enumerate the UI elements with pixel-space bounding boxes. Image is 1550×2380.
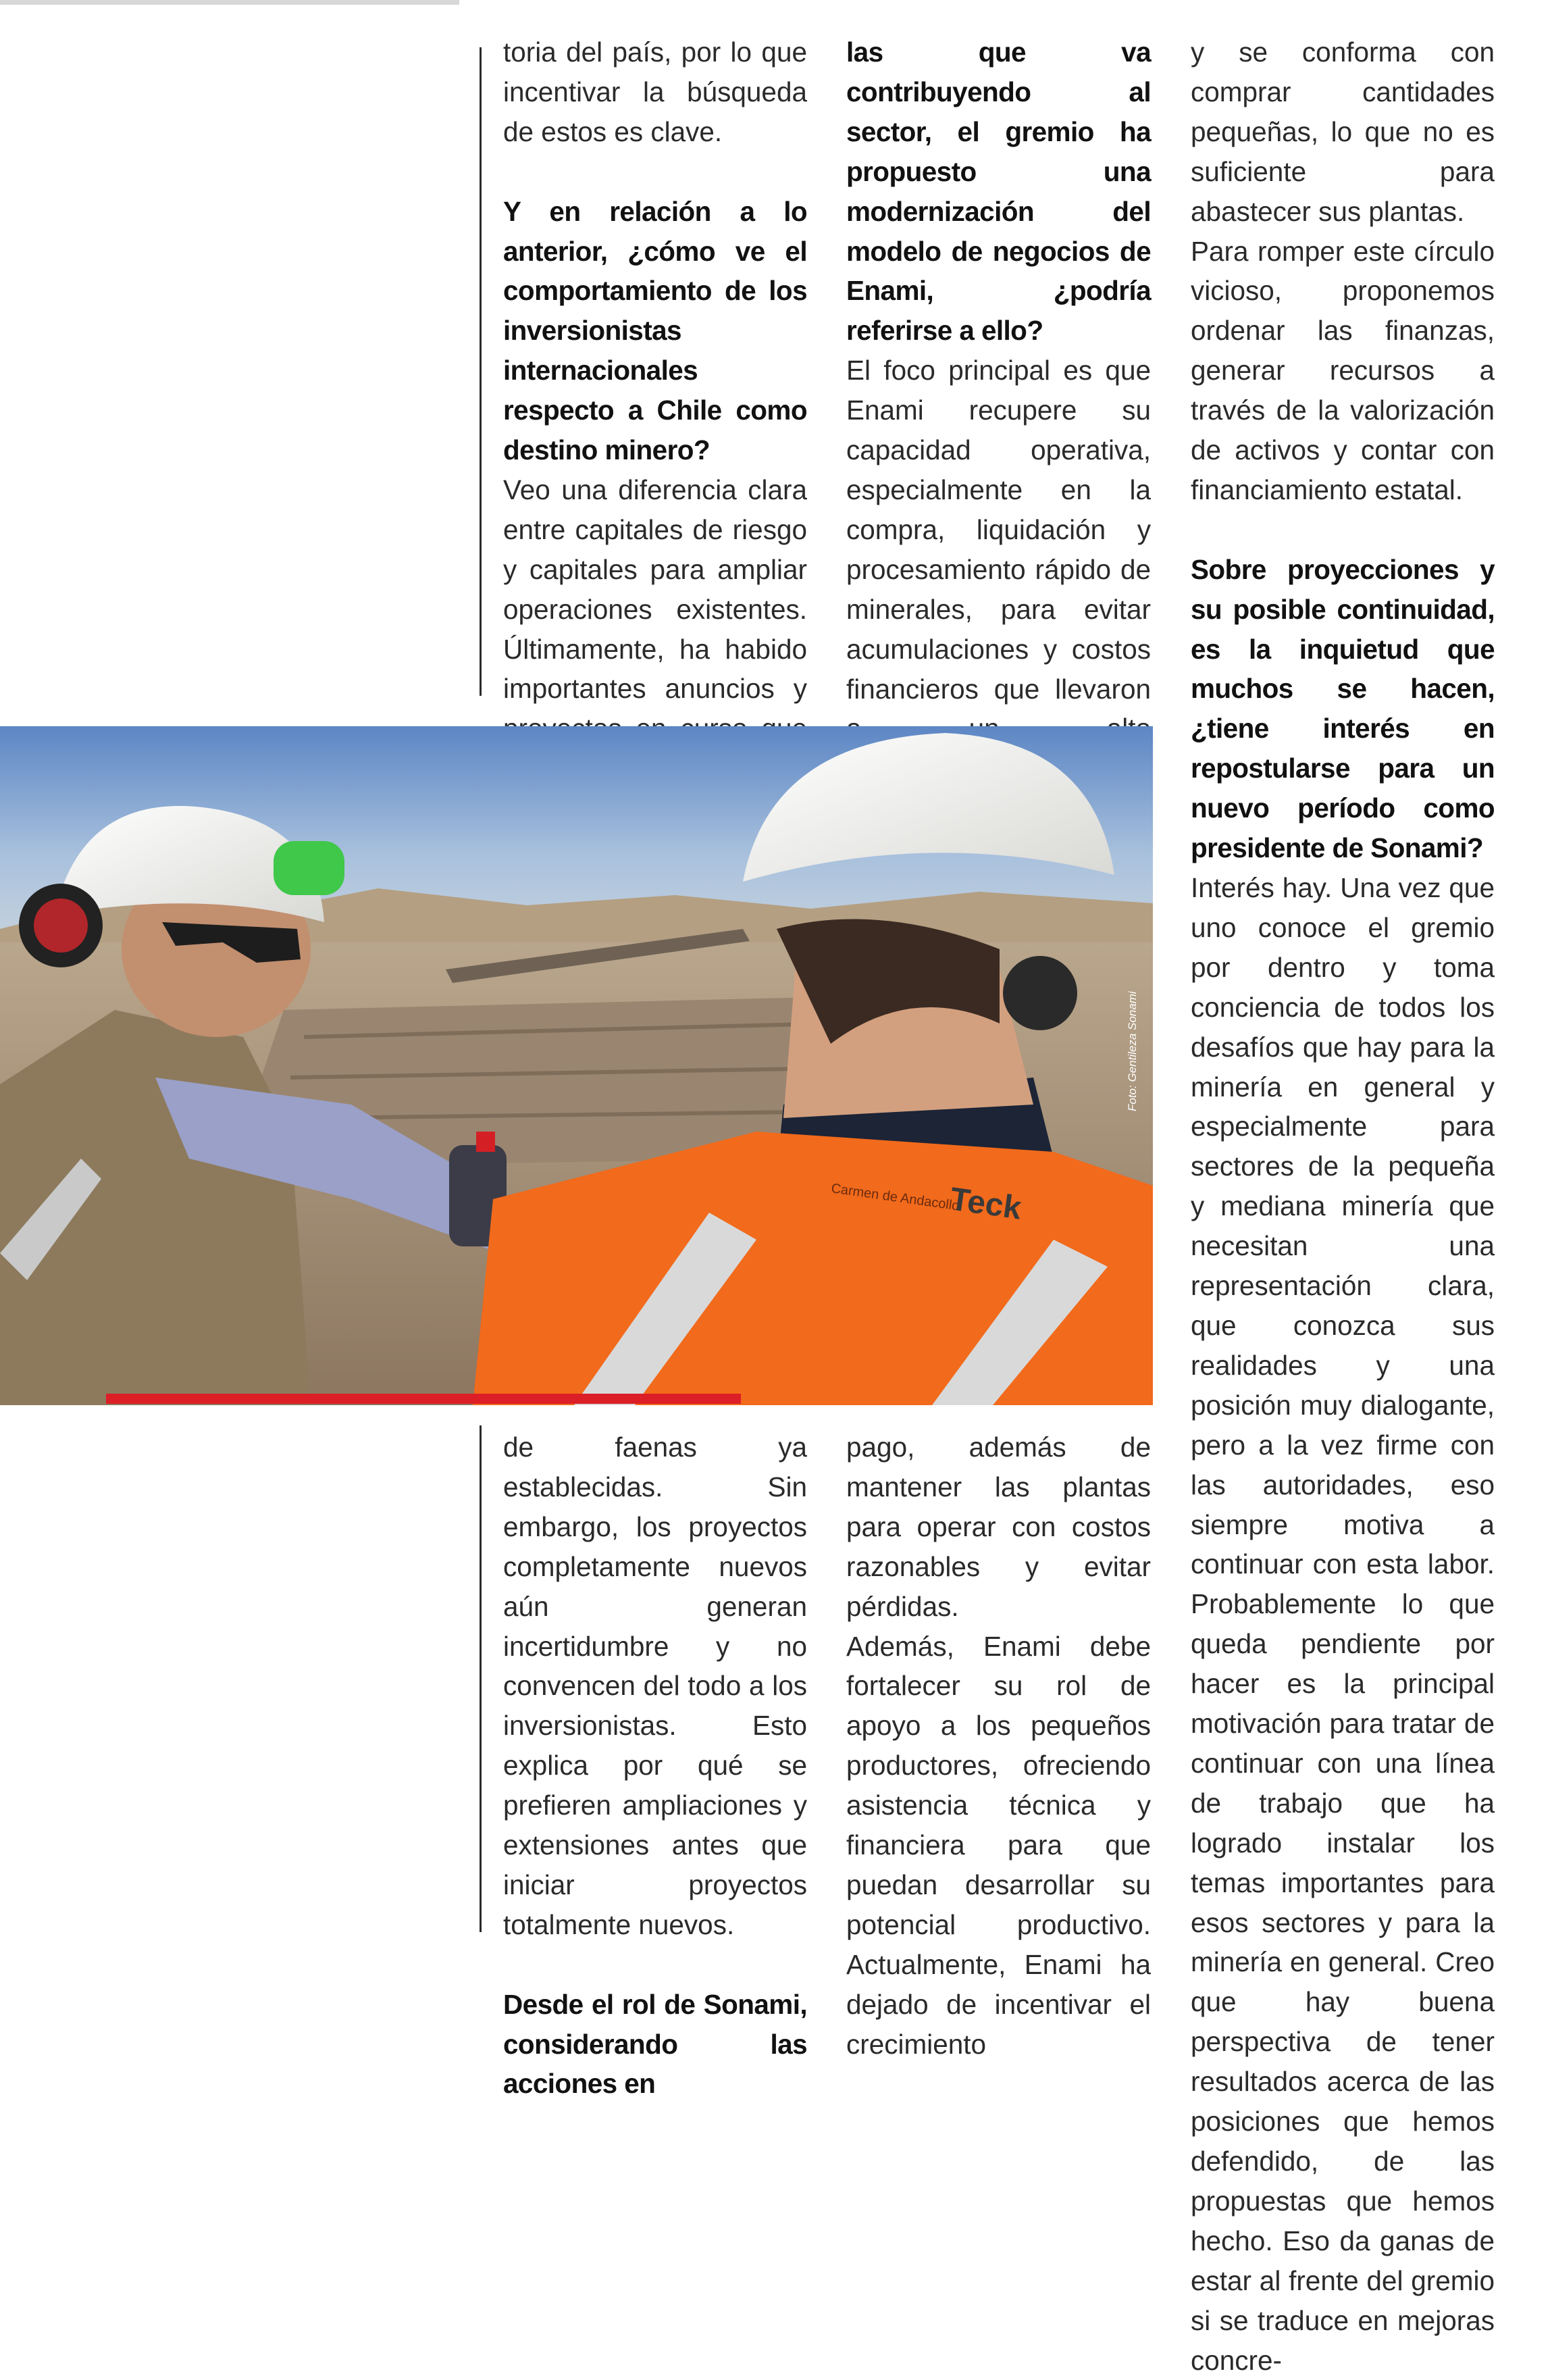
body-paragraph: Además, Enami debe fortalecer su rol de apoyo a los pequeños productores, ofreciendo asistencia técnica y financiera para que puedan desarrollar su potencial productivo. Actualmente, Enami ha dejado de incentivar el crecimiento bbox=[846, 1630, 1151, 2060]
vest-text: Carmen de Andacollo bbox=[830, 1181, 960, 1214]
ear-muff-red bbox=[34, 898, 88, 953]
body-paragraph: Para romper este círculo vicioso, proponemos ordenar las finanzas, generar recursos a través de la valorización de activos y contar con financiamiento estatal. bbox=[1191, 235, 1495, 505]
column-1-bottom bbox=[503, 1427, 807, 2104]
body-paragraph: Interés hay. Una vez que uno conoce el gremio por dentro y toma conciencia de todos los desafíos que hay para la minería en general y especialmente para sectores de la pequeña y mediana minería que necesitan una representación clara, que conozca sus realidades y una posición muy dialogante, pero a la vez firme con las autoridades, eso siempre motiva a continuar con esta labor. Probablemente lo que queda pendiente por hacer es la principal motivación para tratar de continuar con una línea de trabajo que ha logrado instalar los temas importantes para esos sectores y para la minería en general. Creo que hay buena perspectiva de tener resultados acerca de las posiciones que hemos defendido, de las propuestas que hemos hecho. Eso da ganas de estar al frente del gremio si se traduce en mejoras concre- bbox=[1191, 872, 1495, 2376]
photo-credit: Foto: Gentileza Sonami bbox=[1126, 991, 1139, 1111]
top-rule bbox=[0, 0, 459, 5]
bottle-cap bbox=[476, 1132, 495, 1152]
body-paragraph: de faenas ya establecidas. Sin embargo, los proyectos completamente nuevos aún generan incertidumbre y no convencen del todo a los inversionistas. Esto explica por qué se prefieren ampliaciones y extensiones antes que iniciar proyectos totalmente nuevos. bbox=[503, 1432, 807, 1940]
body-paragraph: toria del país, por lo que incentivar la búsqueda de estos es clave. bbox=[503, 36, 807, 147]
vest-logo: Teck bbox=[948, 1181, 1024, 1227]
column-3 bbox=[1191, 32, 1495, 2380]
column-rule-top bbox=[480, 47, 482, 696]
body-paragraph: El foco principal es que Enami recupere su capacidad operativa, especialmente en la compra, liquidación y procesamiento rápido de minerales, para evitar acumulaciones y costos financieros que llevaron bbox=[846, 355, 1151, 705]
body-paragraph: Veo una diferencia clara entre capitales de riesgo y capitales para ampliar operaciones existentes. Últimamente, ha habido importantes anuncios y bbox=[503, 474, 807, 705]
column-2-bottom bbox=[846, 1427, 1151, 2065]
column-1-top bbox=[503, 32, 807, 828]
earpiece bbox=[1003, 956, 1077, 1030]
column-rule-bottom bbox=[480, 1425, 482, 1932]
mine-photo bbox=[0, 726, 1153, 1405]
body-paragraph: pago, además de mantener las plantas para operar con costos razonables y evitar pérdidas. bbox=[846, 1432, 1151, 1622]
interview-question: Desde el rol de Sonami, considerando las acciones en bbox=[503, 1988, 807, 2100]
green-headlamp bbox=[274, 841, 344, 895]
interview-question: las que va contribuyendo al sector, el gremio ha propuesto una modernización del modelo de negocios de Enami, ¿podría referirse a ello? bbox=[846, 36, 1151, 347]
accent-bar bbox=[106, 1394, 741, 1404]
interview-question: Sobre proyecciones y su posible continuidad, es la inquietud que muchos se hacen, ¿tiene interés en repostularse para un nuevo período como presidente de Sonami? bbox=[1191, 553, 1495, 864]
interview-question: Y en relación a lo anterior, ¿cómo ve el comportamiento de los inversionistas internacionales respecto a Chile como destino minero? bbox=[503, 195, 807, 466]
body-paragraph: y se conforma con comprar cantidades pequeñas, lo que no es suficiente para abastecer sus plantas. bbox=[1191, 36, 1495, 227]
